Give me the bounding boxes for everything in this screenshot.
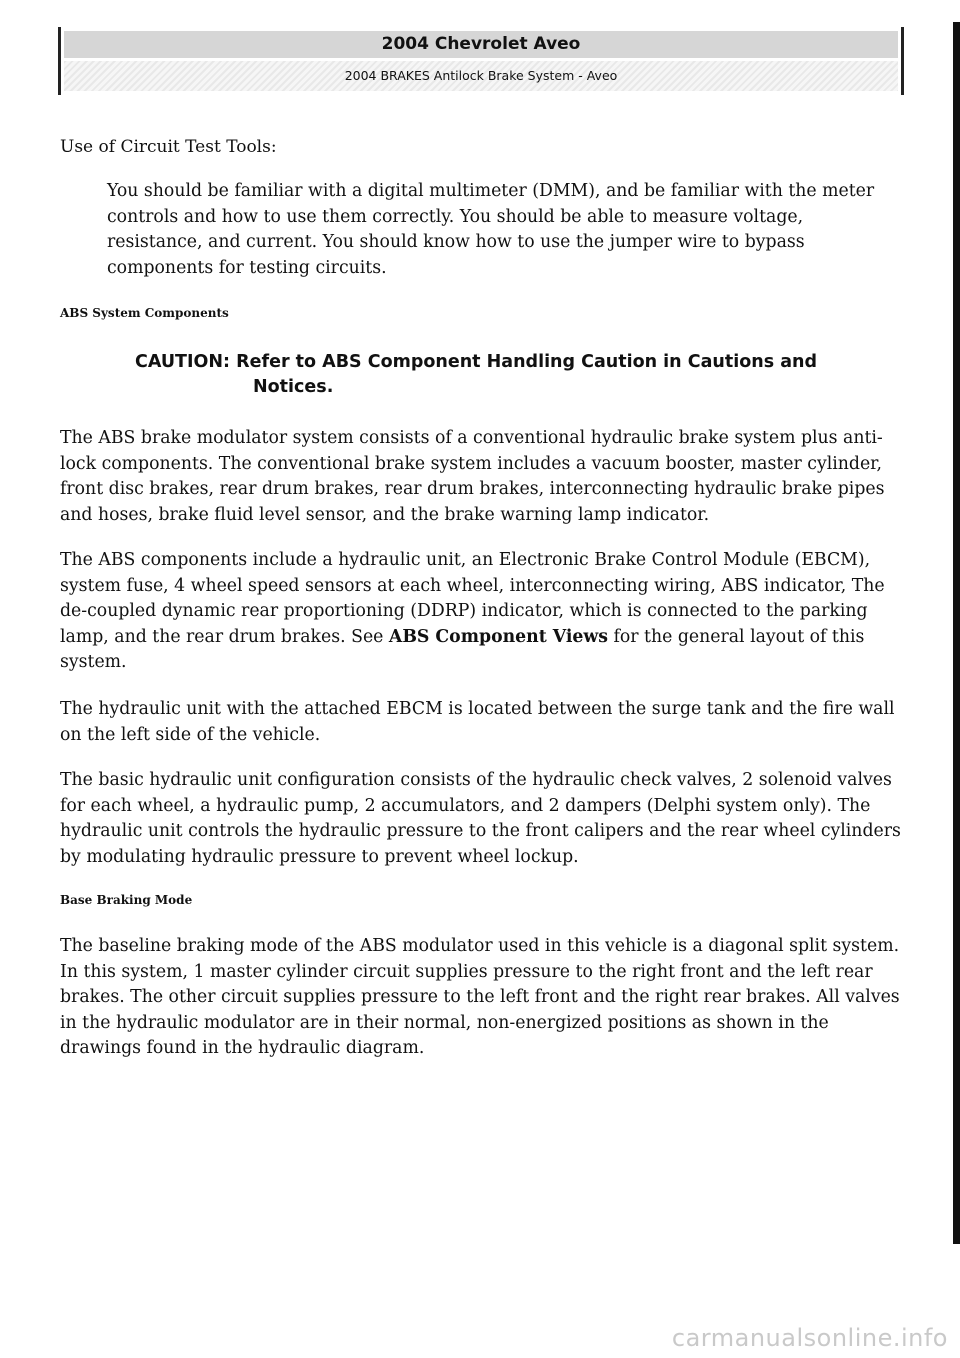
abs-component-views-link[interactable]: ABS Component Views [388,626,608,647]
page-edge-bar [953,22,960,1244]
caution-line-2: Notices. [253,377,334,397]
document-title: 2004 Chevrolet Aveo [64,31,898,58]
header-left-rule [58,27,61,95]
abs-paragraph-4: The basic hydraulic unit configuration consists of the hydraulic check valves, 2 solenoid valves for each wheel, a hydraulic pump, 2 accumulators, and 2 dampers (Delphi system only). The hydraulic unit controls the hydraulic pressure to the front calipers and the rear wheel cylinders by modulating hydraulic pressure to prevent wheel lockup. [60,770,901,867]
circuit-tools-paragraph: You should be familiar with a digital multimeter (DMM), and be familiar with the meter controls and how to use them correctly. You should be able to measure voltage, resistance, and current. You should know how to use the jumper wire to bypass components for testing circuits. [107,181,875,278]
caution-line-1: CAUTION: Refer to ABS Component Handling Caution in Cautions and [135,352,817,372]
abs-paragraph-2-text-b: for the general layout of this system. [60,626,865,672]
circuit-tools-heading: Use of Circuit Test Tools: [60,137,277,157]
abs-paragraph-2-text-a: The ABS components include a hydraulic unit, an Electronic Brake Control Module (EBCM), system fuse, 4 wheel speed sensors at each wheel, interconnecting wiring, ABS indicator, The de-coupled dynamic rear proportioning (DDRP) indicator, which is connected to the parking lamp, and the rear drum brakes. See [60,550,885,647]
caution-notice [135,350,905,400]
base-braking-paragraph: The baseline braking mode of the ABS modulator used in this vehicle is a diagonal split system. In this system, 1 master cylinder circuit supplies pressure to the right front and the left rear brakes. The other circuit supplies pressure to the left front and the right rear brakes. All valves in the hydraulic modulator are in their normal, non-energized positions as shown in the drawings found in the hydraulic diagram. [60,936,900,1058]
document-subtitle: 2004 BRAKES Antilock Brake System - Aveo [64,61,898,91]
document-header [58,27,904,97]
abs-components-heading: ABS System Components [60,306,229,320]
abs-paragraph-3: The hydraulic unit with the attached EBCM is located between the surge tank and the fire wall on the left side of the vehicle. [60,699,895,745]
header-right-rule [901,27,904,95]
site-watermark: carmanualsonline.info [671,1324,948,1352]
abs-paragraph-1: The ABS brake modulator system consists of a conventional hydraulic brake system plus anti-lock components. The conventional brake system includes a vacuum booster, master cylinder, front disc brakes, rear drum brakes, rear drum brakes, interconnecting hydraulic brake pipes and hoses, brake fluid level sensor, and the brake warning lamp indicator. [60,428,885,525]
abs-paragraph-2 [60,548,905,676]
base-braking-heading: Base Braking Mode [60,893,193,907]
